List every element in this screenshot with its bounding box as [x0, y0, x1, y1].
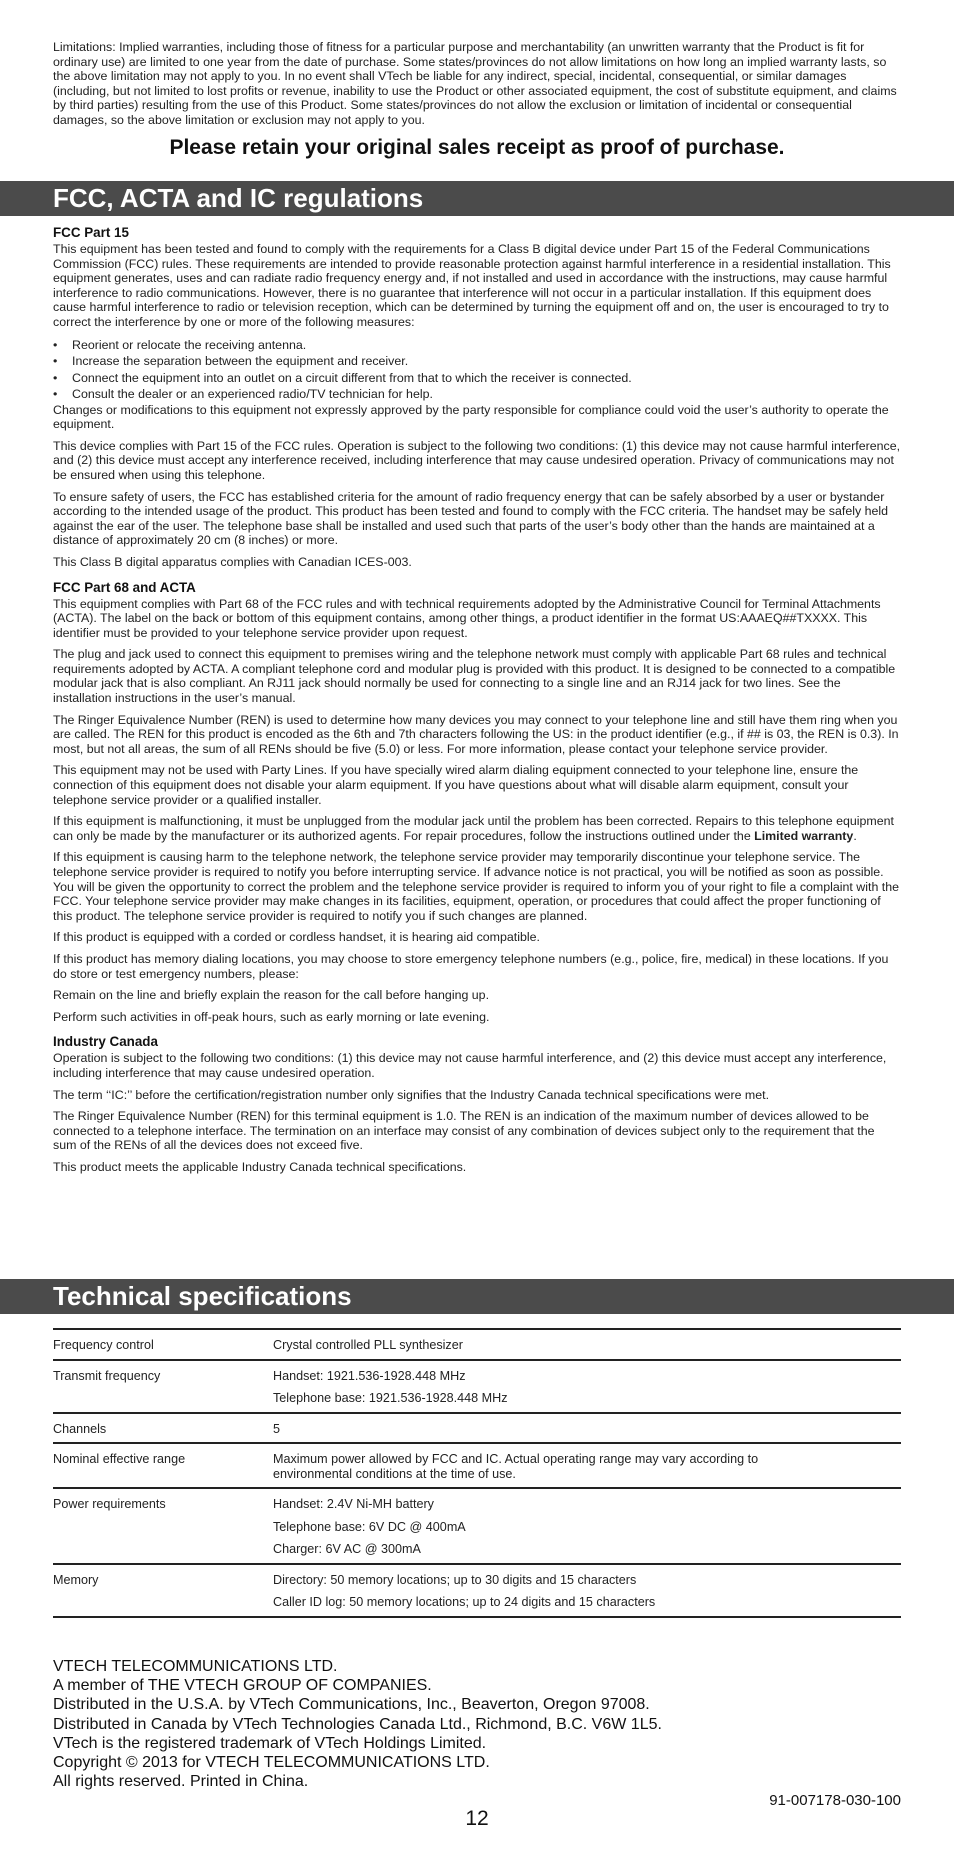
- fcc-part68-title: FCC Part 68 and ACTA: [53, 579, 196, 595]
- spec-value: [273, 1413, 901, 1444]
- spec-value: [273, 1360, 901, 1413]
- spec-value-line: Charger: 6V AC @ 300mA: [273, 1542, 421, 1556]
- fcc-part68-paragraph: Perform such activities in off-peak hours, such as early morning or late evening.: [53, 1009, 490, 1024]
- spec-value-line: 5: [273, 1421, 281, 1436]
- footer-line: A member of THE VTECH GROUP OF COMPANIES.: [53, 1677, 432, 1695]
- fcc-part68-paragraph: This equipment complies with Part 68 of the FCC rules and with technical requirements adopted by the Administrative Council for Terminal Attachments (ACTA). The label on the back or bottom of this equipment contains, among other things, a product identifier in the format US:AAAEQ##TXXXX. This identifier must be provided to your telephone service provider upon request.: [53, 596, 881, 640]
- spec-label: Transmit frequency: [53, 1360, 273, 1413]
- limitations-paragraph: [53, 40, 901, 133]
- fcc-part15-paragraph: To ensure safety of users, the FCC has established criteria for the amount of radio frequency energy that can be safely absorbed by a user or bystander according to the intended usage of the product. This product has been tested and found to comply with the FCC criteria. The handset may be safely held against the ear of the user. The telephone base shall be installed and used such that parts of the user’s body other than the hands are maintained at a distance of approximately 20 cm (8 inches) or more.: [53, 489, 889, 548]
- spec-value-line: Directory: 50 memory locations; up to 30 digits and 15 characters: [273, 1572, 637, 1587]
- spec-value: [273, 1329, 901, 1360]
- list-item: • Reorient or relocate the receiving antenna.: [53, 337, 901, 354]
- footer-line: VTech is the registered trademark of VTech Holdings Limited.: [53, 1734, 487, 1752]
- fcc-section: [53, 221, 901, 1182]
- retain-receipt-notice: Please retain your original sales receipt as proof of purchase.: [169, 136, 785, 159]
- list-item: • Increase the separation between the equipment and receiver.: [53, 353, 901, 370]
- spec-value: [273, 1488, 901, 1564]
- industry-canada-paragraph: Operation is subject to the following two conditions: (1) this device may not cause harmful interference, and (2) this device must accept any interference, including interference that may cause undesired operation.: [53, 1051, 887, 1080]
- spec-label: Channels: [53, 1413, 273, 1444]
- footer-line: Distributed in the U.S.A. by VTech Communications, Inc., Beaverton, Oregon 97008.: [53, 1696, 650, 1714]
- spec-value-line: Telephone base: 6V DC @ 400mA: [273, 1519, 466, 1534]
- fcc-part68-paragraph: If this product is equipped with a corded or cordless handset, it is hearing aid compatible.: [53, 930, 540, 945]
- fcc-part15-paragraph: This device complies with Part 15 of the FCC rules. Operation is subject to the following two conditions: (1) this device may not cause harmful interference, and (2) this device must accept any interference received, including interference that may cause undesired operation. Privacy of communications may not be ensured when using this telephone.: [53, 438, 901, 482]
- fcc-part68-paragraph: If this equipment is causing harm to the telephone network, the telephone service provider may temporarily discontinue your telephone service. The telephone service provider is required to notify you before interrupting service. If advance notice is not practical, you will be notified as soon as possible. You will be given the opportunity to correct the problem and the telephone service provider is required to inform you of your right to file a complaint with the FCC. Your telephone service provider may make changes in its facilities, equipment, operation, or procedures that could affect the proper functioning of this product. The telephone service provider is required to notify you if such changes are planned.: [53, 850, 900, 923]
- part-number: 91-007178-030-100: [769, 1792, 901, 1809]
- fcc-part68-paragraph: If this product has memory dialing locations, you may choose to store emergency telephone numbers (e.g., police, fire, medical) in these locations. If you do store or test emergency numbers, please:: [53, 951, 889, 981]
- footer-line: All rights reserved. Printed in China.: [53, 1773, 309, 1791]
- fcc-measures-list: [53, 337, 901, 403]
- fcc-part68-paragraph: This equipment may not be used with Party Lines. If you have specially wired alarm dialing equipment connected to your telephone line, ensure the connection of this equipment does not disable your alarm equipment. If you have questions about what will disable alarm equipment, consult your telephone service provider or a qualified installer.: [53, 763, 859, 807]
- table-row: [53, 1413, 901, 1444]
- spec-label: Power requirements: [53, 1488, 273, 1564]
- spec-label: Memory: [53, 1564, 273, 1617]
- table-row: [53, 1443, 901, 1488]
- footer-line: Copyright © 2013 for VTECH TELECOMMUNICATIONS LTD.: [53, 1754, 490, 1772]
- industry-canada-paragraph: The term ‘‘IC:’’ before the certification/registration number only signifies that the Industry Canada technical specifications were met.: [53, 1087, 770, 1102]
- table-row: [53, 1564, 901, 1617]
- footer-line: Distributed in Canada by VTech Technologies Canada Ltd., Richmond, B.C. V6W 1L5.: [53, 1715, 662, 1733]
- limitations-text: Limitations: Implied warranties, including those of fitness for a particular purpose and merchantability (an unwritten warranty that the Product is fit for ordinary use) are limited to one year from the date of purchase. Some states/provinces do not allow limitations on how long an implied warranty lasts, so the above limitation may not apply to you. In no event shall VTech be liable for any indirect, special, incidental, consequential, or similar damages (including, but not limited to lost profits or revenue, inability to use the Product or other associated equipment, the cost of substitute equipment, and claims by third parties) resulting from the use of this Product. Some states/provinces do not allow the exclusion or limitation of incidental or consequential damages, so the above limitation or exclusion may not apply to you.: [53, 40, 897, 127]
- spec-label: Nominal effective range: [53, 1443, 273, 1488]
- fcc-part15-paragraph: This equipment has been tested and found to comply with the requirements for a Class B digital device under Part 15 of the Federal Communications Commission (FCC) rules. These requirements are intended to provide reasonable protection against harmful interference in a residential installation. This equipment generates, uses and can radiate radio frequency energy and, if not installed and used in accordance with the instructions, may cause harmful interference to radio communications. However, there is no guarantee that interference will not occur in a particular installation. If this equipment does cause harmful interference to radio or television reception, which can be determined by turning the equipment off and on, the user is encouraged to try to correct the interference by one or more of the following measures:: [53, 242, 891, 329]
- company-footer: [53, 1657, 662, 1791]
- fcc-part15-paragraph: This Class B digital apparatus complies with Canadian ICES-003.: [53, 554, 412, 569]
- footer-line: VTECH TELECOMMUNICATIONS LTD.: [53, 1658, 338, 1675]
- fcc-part68-paragraph: Remain on the line and briefly explain the reason for the call before hanging up.: [53, 988, 490, 1003]
- spec-value-line: Handset: 2.4V Ni-MH battery: [273, 1497, 434, 1511]
- list-item: • Consult the dealer or an experienced radio/TV technician for help.: [53, 386, 901, 403]
- page-number: 12: [465, 1807, 489, 1830]
- repair-text-end: .: [853, 828, 857, 843]
- spec-value-line: Maximum power allowed by FCC and IC. Actual operating range may vary according to environmental conditions at the time of use.: [273, 1452, 759, 1481]
- industry-canada-paragraph: This product meets the applicable Industry Canada technical specifications.: [53, 1159, 467, 1174]
- table-row: [53, 1329, 901, 1360]
- fcc-part15-title: FCC Part 15: [53, 225, 129, 240]
- fcc-part68-paragraph: The Ringer Equivalence Number (REN) is used to determine how many devices you may connect to your telephone line and still have them ring when you are called. The REN for this product is encoded as the 6th and 7th characters following the US: in the product identifier (e.g., if ## is 03, the REN is 0.3). In most, but not all areas, the sum of all RENs should be five (5.0) or less. For more information, please contact your telephone service provider.: [53, 712, 899, 756]
- list-item: • Connect the equipment into an outlet on a circuit different from that to which the receiver is connected.: [53, 370, 901, 387]
- fcc-part68-paragraph: [53, 814, 901, 843]
- tech-specs-heading: Technical specifications: [0, 1279, 954, 1314]
- table-row: [53, 1488, 901, 1564]
- table-row: [53, 1360, 901, 1413]
- spec-value-line: Caller ID log: 50 memory locations; up to 24 digits and 15 characters: [273, 1595, 656, 1609]
- tech-specs-table: [53, 1328, 901, 1618]
- limited-warranty-reference: Limited warranty: [754, 828, 854, 843]
- repair-text: If this equipment is malfunctioning, it must be unplugged from the modular jack until the problem has been corrected. Repairs to this telephone equipment can only be made by the manufacturer or its authorized agents. For repair procedures, follow the instructions outlined under the: [53, 814, 894, 843]
- fcc-part15-paragraph: Changes or modifications to this equipment not expressly approved by the party responsible for compliance could void the user’s authority to operate the equipment.: [53, 402, 889, 432]
- industry-canada-paragraph: The Ringer Equivalence Number (REN) for this terminal equipment is 1.0. The REN is an indication of the maximum number of devices allowed to be connected to a telephone interface. The termination on an interface may consist of any combination of devices subject only to the requirement that the sum of the RENs of all the devices does not exceed five.: [53, 1109, 875, 1153]
- spec-value-line: Crystal controlled PLL synthesizer: [273, 1338, 463, 1352]
- spec-value-line: Handset: 1921.536-1928.448 MHz: [273, 1368, 466, 1383]
- spec-value: [273, 1443, 901, 1488]
- spec-value-line: Telephone base: 1921.536-1928.448 MHz: [273, 1391, 508, 1405]
- fcc-section-heading: FCC, ACTA and IC regulations: [0, 181, 954, 216]
- spec-label: Frequency control: [53, 1329, 273, 1360]
- spec-value: [273, 1564, 901, 1617]
- industry-canada-title: Industry Canada: [53, 1034, 158, 1050]
- fcc-part68-paragraph: The plug and jack used to connect this equipment to premises wiring and the telephone network must comply with applicable Part 68 rules and technical requirements adopted by ACTA. A compliant telephone cord and modular plug is provided with this product. It is designed to be connected to a compatible modular jack that is also compliant. An RJ11 jack should normally be used for connecting to a single line and an RJ14 jack for two lines. See the installation instructions in the user’s manual.: [53, 647, 896, 706]
